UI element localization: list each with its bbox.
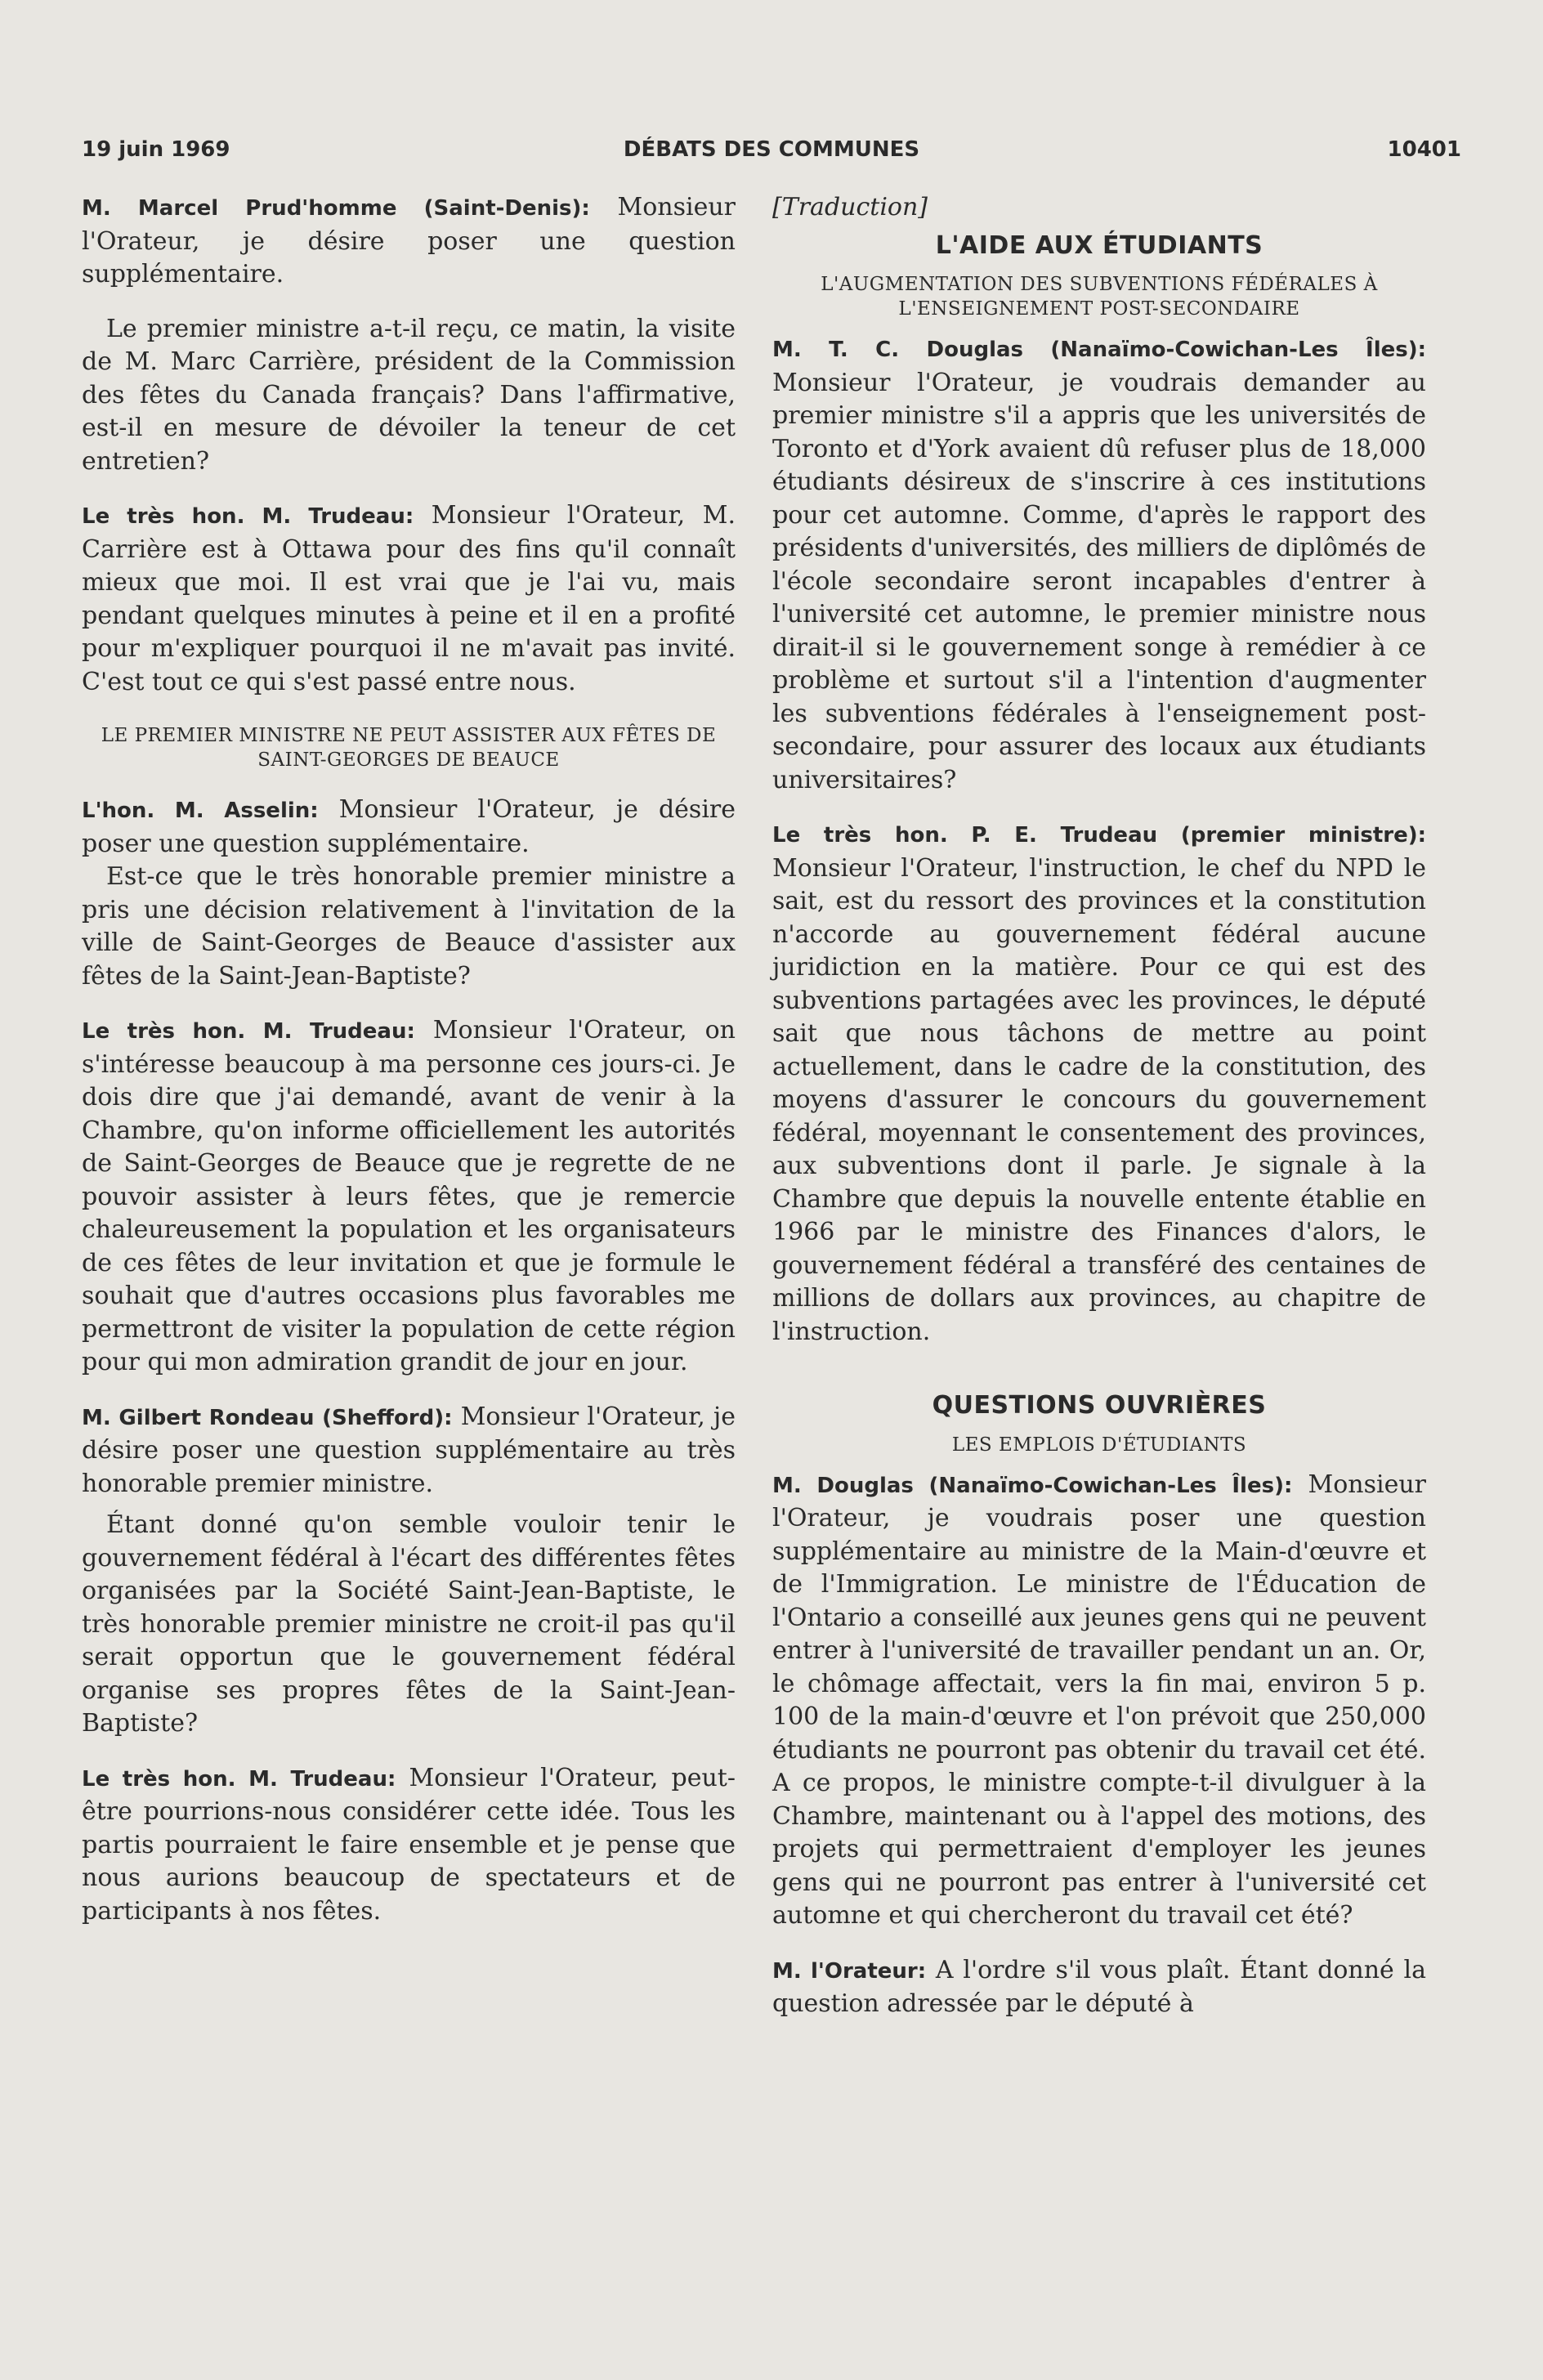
speech-douglas-1 (772, 333, 1426, 797)
speaker-name: M. Douglas (Nanaïmo-Cowichan-Les Îles): (772, 1473, 1293, 1498)
header-page-number: 10401 (1387, 137, 1461, 162)
speech-text: Monsieur l'Orateur, on s'intéresse beaucoup à ma personne ces jours-ci. Je dois dire que j'ai demandé, avant de venir à la Chambre, qu'on informe officiellement les autorités de Saint-Georges de Beauce que je regrette de ne pouvoir assister à leurs fêtes, que je remercie chaleureusement la population et les organisateurs de ces fêtes de leur invitation et que je formule le souhait que d'autres occasions plus favorables me permettront de visiter la population de cette région pour qui mon admiration grandit de jour en jour. (82, 1016, 736, 1376)
speech-trudeau-4 (772, 818, 1426, 1349)
left-column (82, 191, 736, 1949)
speech-rondeau (82, 1401, 736, 1501)
section-heading-aide: L'AIDE AUX ÉTUDIANTS (935, 230, 1263, 260)
section-subheading: L'AUGMENTATION DES SUBVENTIONS FÉDÉRALES À L'ENSEIGNEMENT POST-SECONDAIRE (821, 274, 1378, 320)
speech-douglas-2 (772, 1469, 1426, 1933)
speech-text: Monsieur l'Orateur, je désire poser une question supplémentaire au très honorable premier ministre. (82, 1402, 736, 1498)
speaker-name: Le très hon. M. Trudeau: (82, 1766, 396, 1792)
speech-text: Monsieur l'Orateur, je voudrais poser une question supplémentaire au ministre de la Main-d'œuvre et de l'Immigration. Le ministre de l'Éducation de l'Ontario a conseillé aux jeunes gens qui ne peuvent entrer à l'université de travailler pendant un an. Or, le chômage affectait, vers la fin mai, environ 5 p. 100 de la main-d'œuvre et l'on prévoit que 250,000 étudiants ne pourront pas obtenir du travail cet été. A ce propos, le ministre compte-t-il divulguer à la Chambre, maintenant ou à l'appel des motions, des projets qui permettraient d'employer les jeunes gens qui ne pourront pas entrer à l'université cet automne et qui chercheront du travail cet été? (772, 1470, 1426, 1930)
speaker-name: M. l'Orateur: (772, 1958, 927, 1984)
section-subheading: LE PREMIER MINISTRE NE PEUT ASSISTER AUX FÊTES DE SAINT-GEORGES DE BEAUCE (101, 725, 717, 771)
speech-orateur (772, 1954, 1426, 2021)
right-column (772, 191, 1426, 2042)
speech-trudeau-2 (82, 1014, 736, 1380)
speaker-name: Le très hon. M. Trudeau: (82, 1019, 415, 1044)
speaker-name: Le très hon. P. E. Trudeau (premier ministre): (772, 823, 1426, 848)
speech-trudeau-1 (82, 499, 736, 699)
paragraph: Étant donné qu'on semble vouloir tenir le gouvernement fédéral à l'écart des différentes fêtes organisées par la Société Saint-Jean-Baptiste, le très honorable premier ministre ne croit-il pas qu'il serait opportun que le gouvernement fédéral organise ses propres fêtes de la Saint-Jean-Baptiste? (82, 1510, 736, 1738)
speech-prudhomme (82, 191, 736, 292)
section-heading-questions: QUESTIONS OUVRIÈRES (932, 1391, 1267, 1420)
paragraph: Le premier ministre a-t-il reçu, ce matin, la visite de M. Marc Carrière, président de la Commission des fêtes du Canada français? Dans l'affirmative, est-il en mesure de dévoiler la teneur de cet entretien? (82, 314, 736, 476)
paragraph: Est-ce que le très honorable premier ministre a pris une décision relativement à l'invitation de la ville de Saint-Georges de Beauce d'assister aux fêtes de la Saint-Jean-Baptiste? (82, 862, 736, 991)
speech-trudeau-3 (82, 1762, 736, 1929)
header-date: 19 juin 1969 (82, 137, 230, 162)
header-title: DÉBATS DES COMMUNES (623, 137, 920, 162)
traduction-label: [Traduction] (772, 193, 928, 221)
speaker-name: M. Marcel Prud'homme (Saint-Denis): (82, 196, 590, 221)
speech-text: Monsieur l'Orateur, je voudrais demander au premier ministre s'il a appris que les universités de Toronto et d'York avaient dû refuser plus de 18,000 étudiants désireux de s'inscrire à ces institutions pour cet automne. Comme, d'après le rapport des présidents d'universités, des milliers de diplômés de l'école secondaire seront incapables d'entrer à l'université cet automne, le premier ministre nous dirait-il si le gouvernement songe à remédier à ce problème et surtout s'il a l'intention d'augmenter les subventions fédérales à l'enseignement post-secondaire, pour assurer des locaux aux étudiants universitaires? (772, 368, 1426, 794)
speech-asselin (82, 794, 736, 861)
speech-text: Monsieur l'Orateur, peut-être pourrions-nous considérer cette idée. Tous les partis pourraient le faire ensemble et je pense que nous aurions beaucoup de spectateurs et de participants à nos fêtes. (82, 1763, 736, 1926)
speech-text: Monsieur l'Orateur, l'instruction, le chef du NPD le sait, est du ressort des provinces et la constitution n'accorde au gouvernement fédéral aucune juridiction en la matière. Pour ce qui est des subventions partagées avec les provinces, le député sait que nous tâchons de mettre au point actuellement, dans le cadre de la constitution, des moyens d'assurer le concours du gouvernement fédéral, moyennant le consentement des provinces, aux subventions dont il parle. Je signale à la Chambre que depuis la nouvelle entente établie en 1966 par le ministre des Finances d'alors, le gouvernement fédéral a transféré des centaines de millions de dollars aux provinces, au chapitre de l'instruction. (772, 853, 1426, 1346)
speech-text: Monsieur l'Orateur, je désire poser une question supplémentaire. (82, 795, 736, 858)
speaker-name: M. Gilbert Rondeau (Shefford): (82, 1405, 453, 1430)
speaker-name: L'hon. M. Asselin: (82, 799, 319, 823)
page-header (82, 137, 1461, 170)
speaker-name: M. T. C. Douglas (Nanaïmo-Cowichan-Les Îles): (772, 338, 1426, 362)
section-subheading: LES EMPLOIS D'ÉTUDIANTS (951, 1434, 1247, 1456)
speaker-name: Le très hon. M. Trudeau: (82, 504, 414, 529)
speech-text: Monsieur l'Orateur, je désire poser une question supplémentaire. (82, 193, 736, 289)
speech-text: A l'ordre s'il vous plaît. Étant donné la question adressée par le député à (772, 1955, 1426, 2018)
speech-text: Monsieur l'Orateur, M. Carrière est à Ottawa pour des fins qu'il connaît mieux que moi. Il est vrai que je l'ai vu, mais pendant quelques minutes à peine et il en a profité pour m'expliquer pourquoi il ne m'avait pas invité. C'est tout ce qui s'est passé entre nous. (82, 501, 736, 696)
